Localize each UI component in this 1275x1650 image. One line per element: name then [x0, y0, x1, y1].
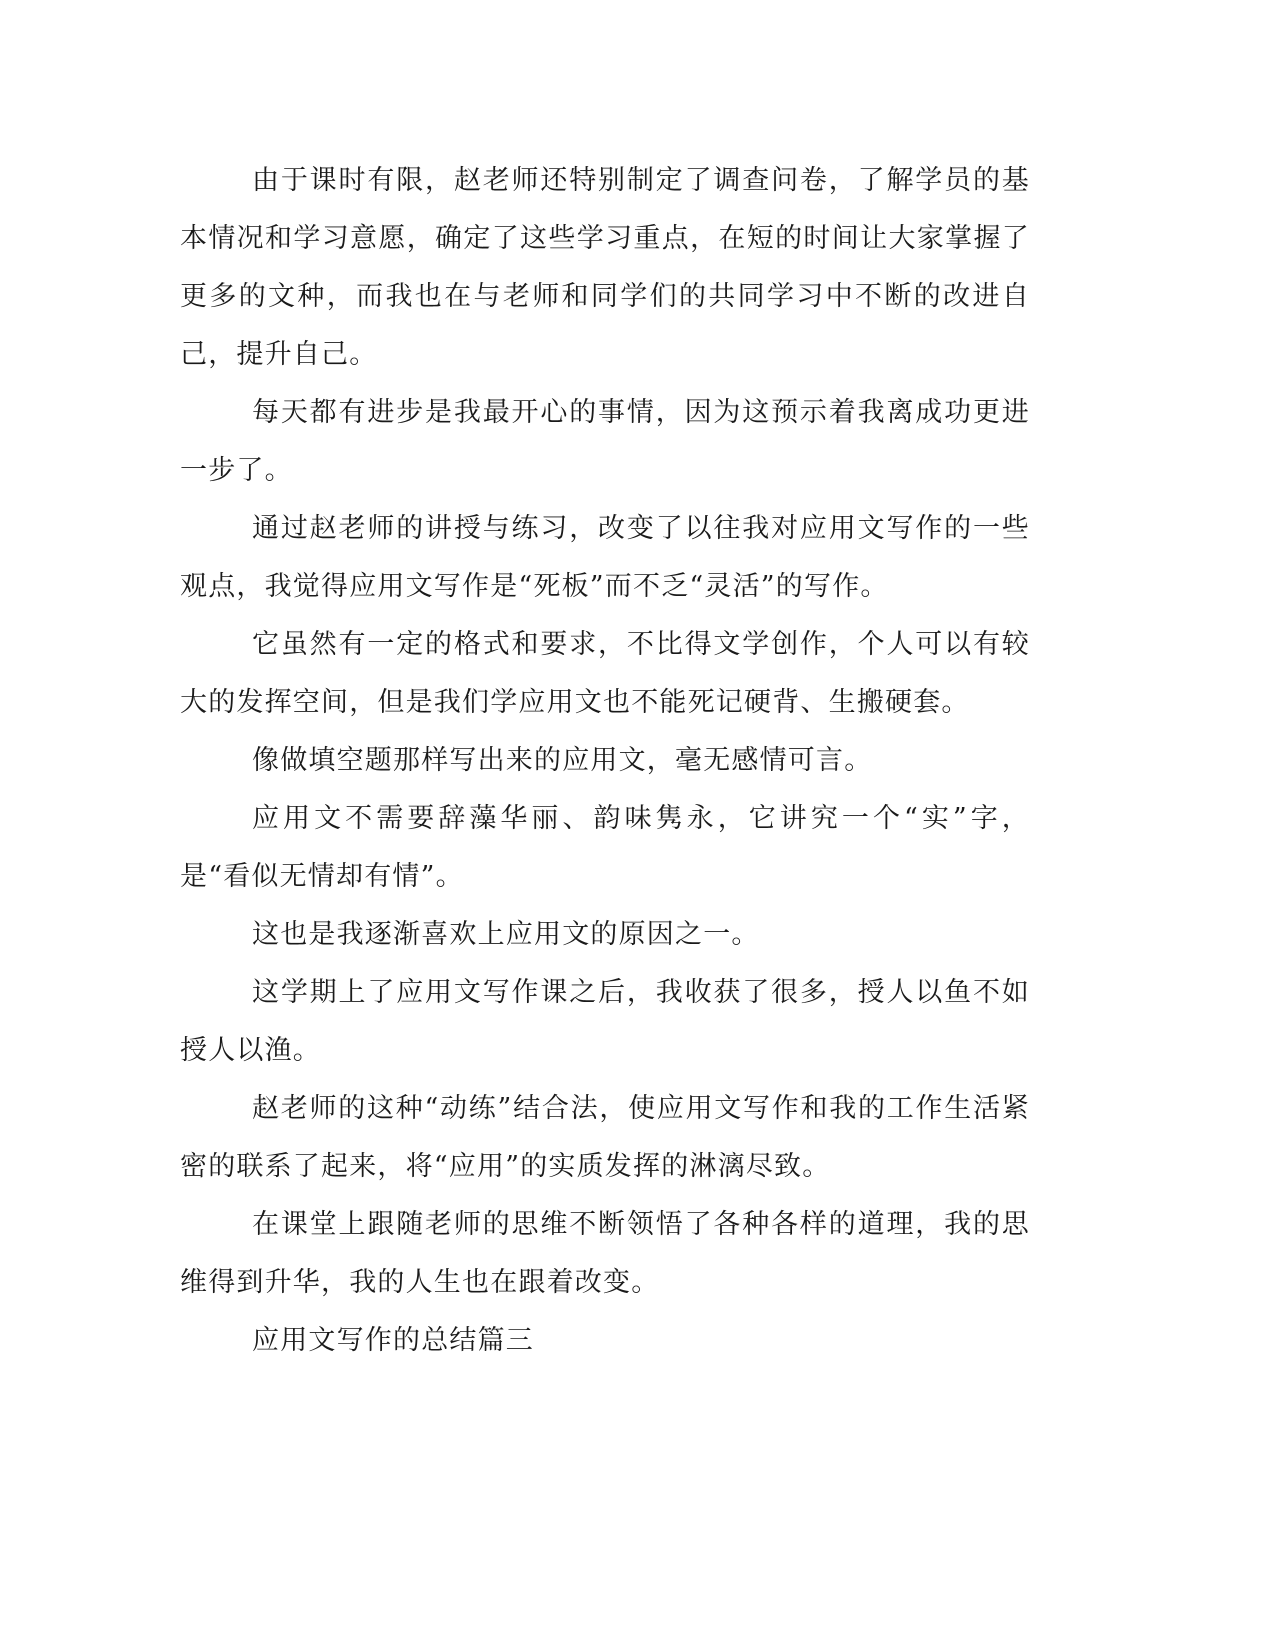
paragraph: 赵老师的这种“动练”结合法，使应用文写作和我的工作生活紧密的联系了起来，将“应用”的实质发挥的淋漓尽致。 — [180, 1093, 1030, 1182]
paragraph: 应用文不需要辞藻华丽、韵味隽永，它讲究一个“实”字，是“看似无情却有情”。 — [180, 803, 1030, 892]
paragraph: 由于课时有限，赵老师还特别制定了调查问卷，了解学员的基本情况和学习意愿，确定了这些学习重点，在短的时间让大家掌握了更多的文种，而我也在与老师和同学们的共同学习中不断的改进自己，提升自己。 — [180, 165, 1030, 370]
document-body — [180, 152, 1030, 1370]
paragraph: 这学期上了应用文写作课之后，我收获了很多，授人以鱼不如授人以渔。 — [180, 977, 1030, 1066]
paragraph: 每天都有进步是我最开心的事情，因为这预示着我离成功更进一步了。 — [180, 397, 1030, 486]
paragraph: 它虽然有一定的格式和要求，不比得文学创作，个人可以有较大的发挥空间，但是我们学应用文也不能死记硬背、生搬硬套。 — [180, 629, 1030, 718]
paragraph: 这也是我逐渐喜欢上应用文的原因之一。 — [252, 919, 760, 950]
paragraph: 在课堂上跟随老师的思维不断领悟了各种各样的道理，我的思维得到升华，我的人生也在跟着改变。 — [180, 1209, 1030, 1298]
paragraph: 像做填空题那样写出来的应用文，毫无感情可言。 — [252, 745, 873, 776]
section-heading: 应用文写作的总结篇三 — [252, 1325, 534, 1356]
paragraph: 通过赵老师的讲授与练习，改变了以往我对应用文写作的一些观点，我觉得应用文写作是“死板”而不乏“灵活”的写作。 — [180, 513, 1030, 602]
